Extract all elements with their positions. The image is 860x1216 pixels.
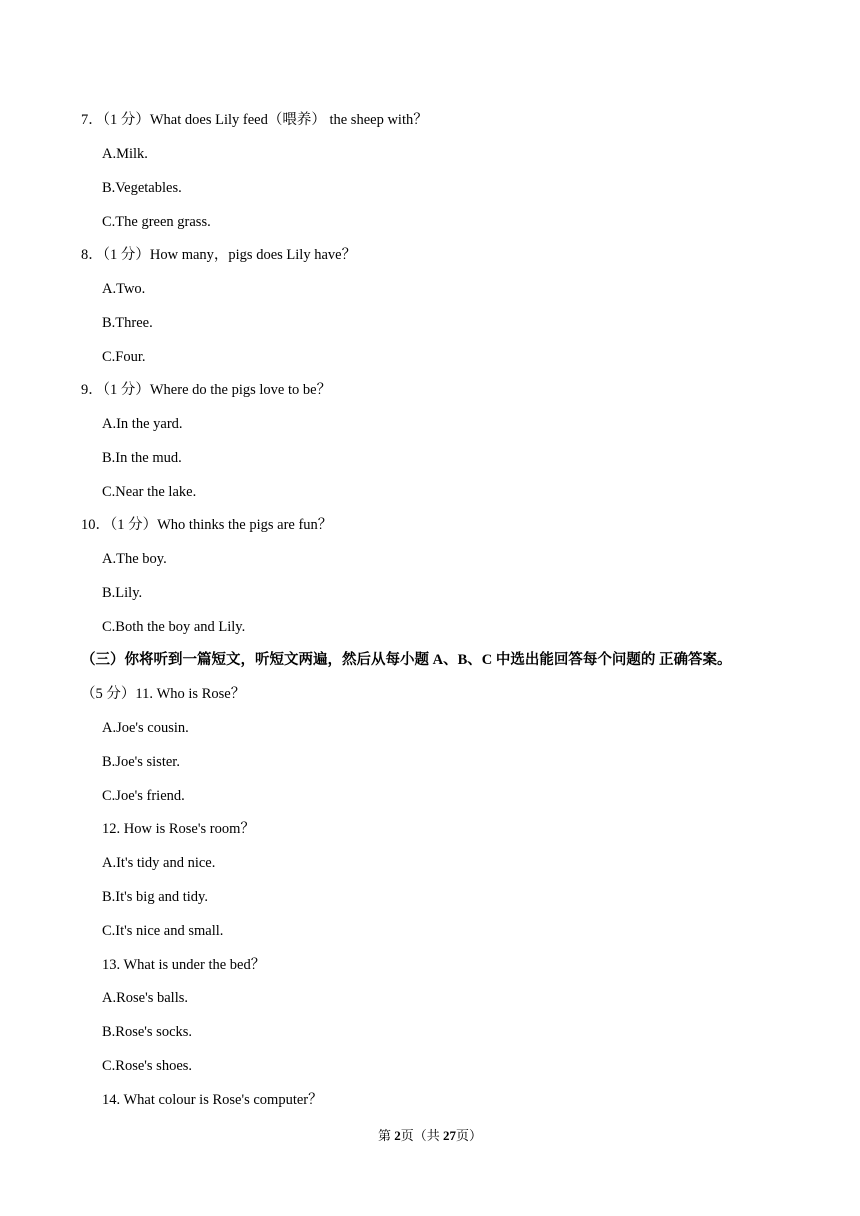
question-9-option-b: B.In the mud. bbox=[102, 450, 182, 466]
footer-page-number: 2 bbox=[394, 1128, 401, 1143]
question-10-option-c: C.Both the boy and Lily. bbox=[102, 619, 246, 635]
footer-prefix: 第 bbox=[377, 1128, 395, 1143]
section-3-heading: （三）你将听到一篇短文，听短文两遍，然后从每小题 A、B、C 中选出能回答每个问题的 正确答案。 bbox=[81, 652, 732, 668]
footer-suffix: 页） bbox=[456, 1128, 483, 1143]
question-12-option-b: B.It's big and tidy. bbox=[102, 889, 208, 905]
question-12-option-c: C.It's nice and small. bbox=[102, 923, 224, 939]
question-7-stem: 7．（1 分）What does Lily feed（喂养） the sheep with？ bbox=[81, 112, 428, 128]
question-13-stem: 13. What is under the bed？ bbox=[102, 957, 266, 973]
question-10-option-a: A.The boy. bbox=[102, 551, 167, 567]
question-13-option-a: A.Rose's balls. bbox=[102, 990, 188, 1006]
question-7-option-c: C.The green grass. bbox=[102, 214, 211, 230]
question-11-option-b: B.Joe's sister. bbox=[102, 754, 180, 770]
question-12-option-a: A.It's tidy and nice. bbox=[102, 855, 216, 871]
footer-middle: 页（共 bbox=[400, 1128, 443, 1143]
question-9-stem: 9．（1 分）Where do the pigs love to be？ bbox=[81, 382, 332, 398]
question-9-option-a: A.In the yard. bbox=[102, 416, 183, 432]
question-11-option-c: C.Joe's friend. bbox=[102, 788, 185, 804]
question-11-option-a: A.Joe's cousin. bbox=[102, 720, 189, 736]
question-13-option-b: B.Rose's socks. bbox=[102, 1024, 193, 1040]
question-9-option-c: C.Near the lake. bbox=[102, 484, 197, 500]
question-13-option-c: C.Rose's shoes. bbox=[102, 1058, 193, 1074]
question-8-option-c: C.Four. bbox=[102, 349, 146, 365]
question-8-stem: 8．（1 分）How many，pigs does Lily have？ bbox=[81, 247, 357, 263]
question-14-stem: 14. What colour is Rose's computer？ bbox=[102, 1092, 323, 1108]
question-11-stem: （5 分）11. Who is Rose？ bbox=[81, 686, 246, 702]
question-7-option-b: B.Vegetables. bbox=[102, 180, 182, 196]
question-7-option-a: A.Milk. bbox=[102, 146, 148, 162]
question-12-stem: 12. How is Rose's room？ bbox=[102, 821, 255, 837]
question-8-option-b: B.Three. bbox=[102, 315, 153, 331]
question-10-option-b: B.Lily. bbox=[102, 585, 143, 601]
page-footer bbox=[0, 1127, 860, 1145]
footer-total-pages: 27 bbox=[443, 1128, 456, 1143]
question-10-stem: 10．（1 分）Who thinks the pigs are fun？ bbox=[81, 517, 333, 533]
question-8-option-a: A.Two. bbox=[102, 281, 146, 297]
